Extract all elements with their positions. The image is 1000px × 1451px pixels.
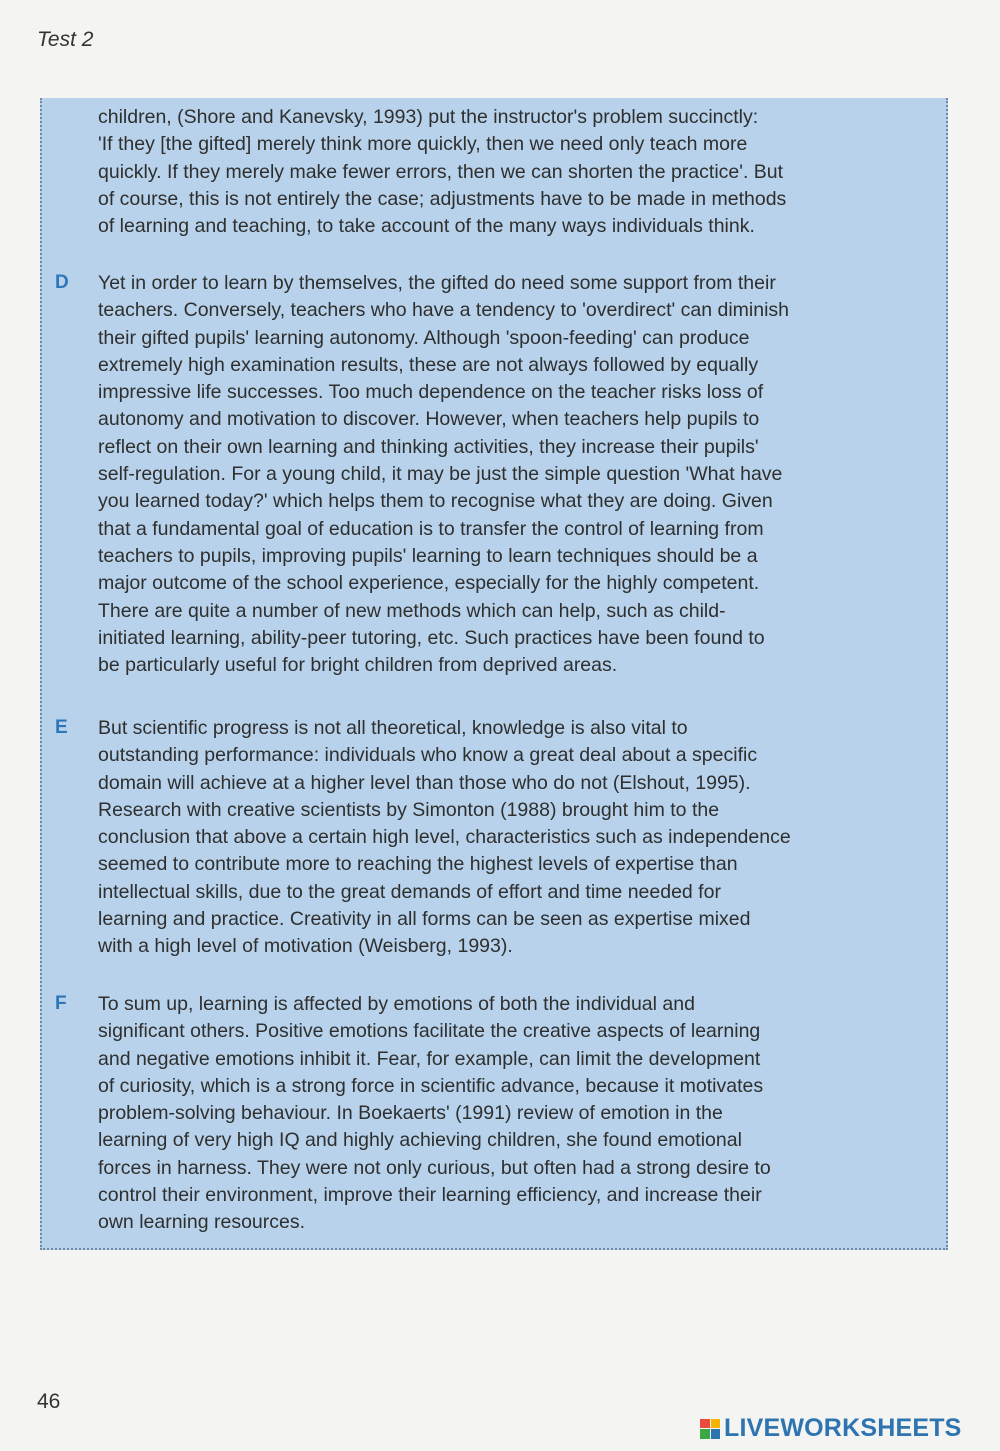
passage-intro-paragraph: children, (Shore and Kanevsky, 1993) put the instructor's problem succinctly: 'If they [the gifted] merely think more quickly, then we need only teach more quickly. If they merely make fewer errors, then we can shorten the practice'. But of course, this is not entirely the case; adjustments have to be made in methods of learning and teaching, to take account of the many ways individuals think. [98, 106, 787, 238]
paragraph-d-text: Yet in order to learn by themselves, the gifted do need some support from their teachers. Conversely, teachers who have a tendency to 'overdirect' can diminish their gifted pupils' learning autonomy. Although 'spoon-feeding' can produce extremely high examination results, these are not always followed by equally impressive life successes. Too much dependence on the teacher risks loss of autonomy and motivation to discover. However, when teachers help pupils to reflect on their own learning and thinking activities, they increase their pupils' self-regulation. For a young child, it may be just the simple question 'What have you learned today?' which helps them to recognise what they are doing. Given that a fundamental goal of education is to transfer the control of learning from teachers to pupils, improving pupils' learning to learn techniques should be a major outcome of the school experience, especially for the highly competent. There are quite a number of new methods which can help, such as child- initiated learning, ability-peer tutoring, etc. Such practices have been found to be particularly useful for bright children from deprived areas. [98, 272, 790, 677]
liveworksheets-logo-text: LIVEWORKSHEETS [724, 1414, 962, 1442]
paragraph-letter-f: F [55, 993, 67, 1014]
paragraph-letter-d: D [55, 272, 69, 293]
reading-passage-box [40, 98, 948, 1250]
paragraph-letter-e: E [55, 717, 68, 738]
page-header-title: Test 2 [37, 28, 94, 51]
liveworksheets-logo [700, 1414, 962, 1443]
paragraph-f-text: To sum up, learning is affected by emotions of both the individual and significant others. Positive emotions facilitate the creative aspects of learning and negative emotions inhibit it. Fear, for example, can limit the development of curiosity, which is a strong force in scientific advance, because it motivates problem-solving behaviour. In Boekaerts' (1991) review of emotion in the learning of very high IQ and highly achieving children, she found emotional forces in harness. They were not only curious, but often had a strong desire to control their environment, improve their learning efficiency, and increase their own learning resources. [98, 993, 771, 1234]
paragraph-e-text: But scientific progress is not all theoretical, knowledge is also vital to outstanding performance: individuals who know a great deal about a specific domain will achieve at a higher level than those who do not (Elshout, 1995). Research with creative scientists by Simonton (1988) brought him to the conclusion that above a certain high level, characteristics such as independence seemed to contribute more to reaching the highest levels of expertise than intellectual skills, due to the great demands of effort and time needed for learning and practice. Creativity in all forms can be seen as expertise mixed with a high level of motivation (Weisberg, 1993). [98, 717, 791, 958]
liveworksheets-logo-icon [700, 1419, 720, 1439]
page-number: 46 [37, 1390, 61, 1413]
